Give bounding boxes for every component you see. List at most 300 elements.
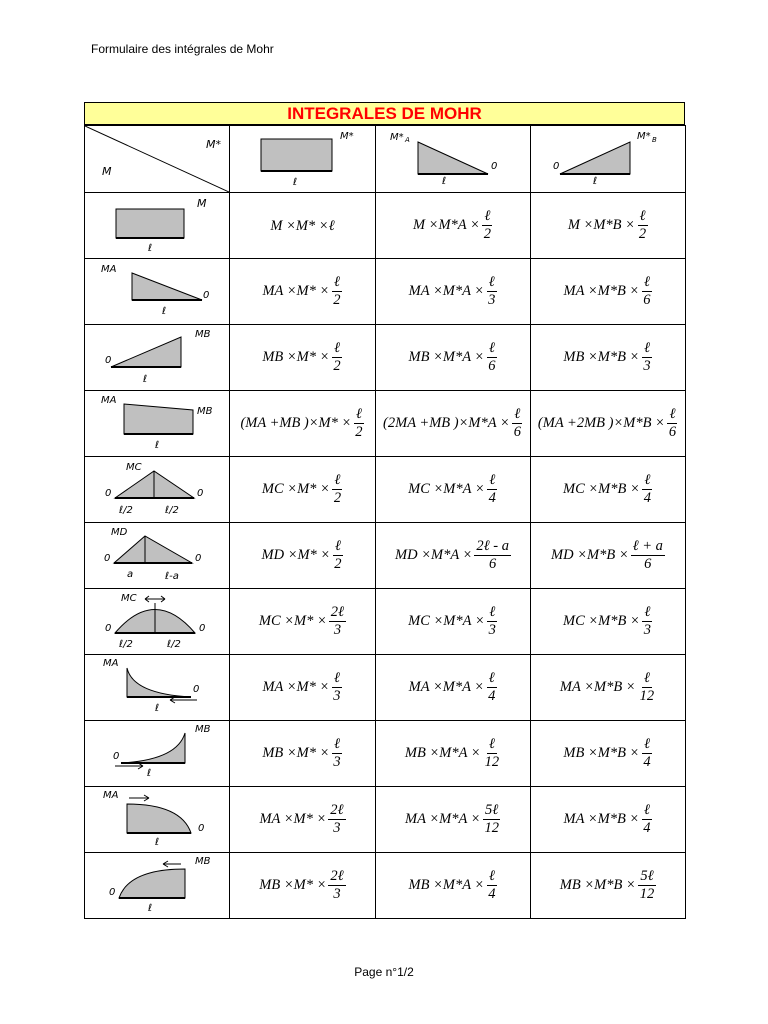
triangle-shape — [132, 273, 202, 300]
formula-cell — [230, 787, 376, 853]
table-row — [85, 721, 686, 787]
formula-text: MB ×M*A × — [408, 349, 485, 365]
fraction — [642, 605, 653, 638]
fraction-denominator: 3 — [643, 358, 651, 374]
table-row — [85, 193, 686, 259]
formula-cell — [230, 523, 376, 589]
fraction-denominator: 12 — [484, 820, 499, 836]
formula-text: MA ×M*A × — [405, 811, 481, 827]
formula — [383, 407, 523, 440]
fraction-numerator: 5ℓ — [483, 803, 500, 820]
formula-cell — [531, 325, 686, 391]
label-zero-right: 0 — [199, 623, 206, 634]
col-head-diagram-1 — [230, 128, 375, 190]
formula-cell — [531, 721, 686, 787]
formula — [270, 218, 334, 235]
label-mstar: M* — [340, 131, 354, 142]
fraction-numerator: ℓ — [354, 407, 364, 424]
fraction-denominator: 2 — [334, 556, 342, 572]
formula-text: M ×M*A × — [412, 217, 480, 233]
formula-text: MD ×M* × — [261, 547, 331, 563]
formula — [560, 869, 656, 902]
label-length: ℓ — [155, 440, 160, 451]
fraction-denominator: 6 — [644, 556, 652, 572]
fraction — [331, 341, 342, 374]
formula-text: MD ×M*A × — [395, 547, 473, 563]
diagram-parabola-convex-right — [85, 854, 229, 917]
fraction-denominator: 3 — [333, 820, 341, 836]
fraction-numerator: ℓ — [487, 275, 497, 292]
row-diagram-cell — [85, 787, 230, 853]
table-row — [85, 589, 686, 655]
rectangle-shape — [116, 209, 184, 238]
col-head-2 — [376, 126, 531, 193]
formula-text: MA ×M*B × — [563, 283, 640, 299]
fraction-denominator: 3 — [643, 622, 651, 638]
fraction-numerator: ℓ — [482, 209, 492, 226]
table-row — [85, 391, 686, 457]
formula — [262, 737, 342, 770]
fraction — [329, 605, 346, 638]
corner-label-m: M — [102, 165, 112, 178]
label-zero: 0 — [203, 290, 210, 301]
label-mc: MC — [121, 593, 137, 604]
parabola-shape — [127, 804, 191, 833]
formula — [405, 737, 501, 770]
corner-diagonal — [85, 126, 229, 192]
fraction — [641, 275, 652, 308]
fraction-numerator: ℓ — [487, 473, 497, 490]
fraction-numerator: ℓ — [642, 341, 652, 358]
fraction-numerator: ℓ — [638, 209, 648, 226]
row-diagram-cell — [85, 523, 230, 589]
formula-cell — [531, 853, 686, 919]
formula-cell — [376, 853, 531, 919]
col-head-diagram-2 — [376, 128, 530, 190]
formula-text: MB ×M* × — [262, 745, 330, 761]
fraction — [483, 737, 502, 770]
parabola-shape — [121, 733, 185, 763]
label-zero: 0 — [109, 887, 116, 898]
formula-cell — [531, 193, 686, 259]
row-diagram-cell — [85, 193, 230, 259]
label-length: ℓ — [147, 768, 152, 779]
label-zero-right: 0 — [197, 488, 204, 499]
table-row — [85, 655, 686, 721]
diagram-parabola-convex-left — [85, 788, 229, 851]
formula — [262, 539, 344, 572]
table-row — [85, 787, 686, 853]
fraction — [641, 341, 652, 374]
formula-cell — [531, 259, 686, 325]
label-zero-left: 0 — [104, 553, 111, 564]
label-length: ℓ — [155, 837, 160, 848]
fraction — [331, 671, 342, 704]
label-half-left: ℓ/2 — [119, 505, 133, 516]
fraction-numerator: ℓ — [332, 473, 342, 490]
fraction-denominator: 6 — [488, 358, 496, 374]
formula-text: MC ×M*A × — [408, 481, 485, 497]
formula-text: MC ×M*A × — [408, 613, 485, 629]
formula — [405, 803, 501, 836]
formula-cell — [230, 259, 376, 325]
label-zero: 0 — [553, 161, 560, 172]
formula-text: MB ×M* × — [259, 877, 327, 893]
fraction-denominator: 2 — [638, 226, 647, 242]
label-zero-left: 0 — [105, 488, 112, 499]
formula-cell — [376, 721, 531, 787]
rectangle-shape — [261, 139, 332, 171]
fraction-denominator: 2 — [333, 490, 342, 506]
label-half-right: ℓ/2 — [167, 639, 181, 650]
label-zero: 0 — [193, 684, 200, 695]
parabola-shape — [127, 668, 191, 697]
corner-label-mstar: M* — [206, 138, 221, 151]
table-row — [85, 523, 686, 589]
fraction — [512, 407, 523, 440]
fraction-numerator: ℓ + a — [631, 539, 665, 556]
fraction-denominator: 6 — [489, 556, 497, 572]
fraction — [486, 341, 497, 374]
fraction — [487, 473, 498, 506]
formula-cell — [376, 457, 531, 523]
formula — [262, 341, 342, 374]
label-length: ℓ — [162, 306, 167, 317]
fraction — [331, 737, 342, 770]
formula-cell — [376, 259, 531, 325]
label-length: ℓ — [148, 243, 153, 254]
formula-cell — [531, 523, 686, 589]
formula-text: (MA +2MB )×M*B × — [537, 415, 665, 431]
row-diagram-cell — [85, 325, 230, 391]
label-length: ℓ — [143, 374, 148, 385]
label-mb: MB — [197, 406, 213, 417]
formula-cell — [376, 193, 531, 259]
fraction — [482, 209, 493, 242]
label-mb: MB — [195, 724, 211, 735]
formula-text: MA ×M*B × — [559, 679, 636, 695]
formula-cell — [230, 853, 376, 919]
row-diagram-cell — [85, 259, 230, 325]
formula — [409, 341, 498, 374]
formula-cell — [531, 391, 686, 457]
fraction-numerator: ℓ — [487, 341, 497, 358]
formula-cell — [376, 391, 531, 457]
fraction — [638, 671, 657, 704]
fraction-numerator: ℓ — [333, 539, 343, 556]
row-diagram-cell — [85, 721, 230, 787]
formula-cell — [376, 655, 531, 721]
fraction-numerator: ℓ — [642, 803, 652, 820]
label-length: ℓ — [155, 703, 160, 714]
formula-text: MA ×M*B × — [563, 811, 640, 827]
label-a: a — [127, 569, 134, 580]
label-l-minus-a: ℓ-a — [165, 571, 179, 582]
label-md: MD — [111, 527, 128, 538]
label-zero: 0 — [491, 161, 498, 172]
fraction-numerator: ℓ — [487, 671, 497, 688]
label-zero-left: 0 — [105, 623, 112, 634]
formula-cell — [531, 787, 686, 853]
formula-text: MA ×M*A × — [408, 679, 485, 695]
formula — [408, 473, 498, 506]
formula-cell — [376, 787, 531, 853]
row-diagram-cell — [85, 589, 230, 655]
table-title: INTEGRALES DE MOHR — [84, 102, 685, 125]
fraction-denominator: 2 — [355, 424, 363, 440]
fraction-numerator: ℓ — [512, 407, 522, 424]
fraction-denominator: 12 — [639, 886, 655, 902]
fraction-denominator: 2 — [333, 292, 341, 308]
formula-cell — [531, 457, 686, 523]
fraction — [486, 671, 497, 704]
page-header: Formulaire des intégrales de Mohr — [91, 42, 274, 56]
fraction — [331, 275, 342, 308]
formula — [563, 473, 653, 506]
fraction-denominator: 6 — [643, 292, 651, 308]
col-head-1 — [230, 126, 376, 193]
label-length: ℓ — [442, 176, 447, 187]
fraction — [328, 803, 345, 836]
formula — [409, 869, 498, 902]
formula — [262, 275, 342, 308]
fraction-numerator: ℓ — [332, 341, 342, 358]
formula-text: MC ×M*B × — [562, 613, 640, 629]
formula-cell — [230, 325, 376, 391]
label-mstar: M* — [637, 131, 651, 142]
fraction — [482, 803, 501, 836]
fraction-denominator: 3 — [333, 622, 342, 638]
formula-cell — [531, 589, 686, 655]
label-half-right: ℓ/2 — [165, 505, 179, 516]
label-sub-a: A — [405, 136, 410, 144]
label-ma: MA — [103, 790, 119, 801]
fraction-denominator: 6 — [668, 424, 677, 440]
double-arrow — [145, 596, 165, 602]
fraction-denominator: 4 — [643, 490, 651, 506]
col-head-diagram-3 — [531, 128, 685, 190]
corner-cell — [85, 126, 230, 193]
formula-cell — [230, 589, 376, 655]
label-length: ℓ — [293, 177, 298, 188]
formula-text: MD ×M*B × — [551, 547, 629, 563]
formula — [563, 737, 652, 770]
fraction-numerator: ℓ — [642, 671, 652, 688]
formula — [538, 407, 678, 440]
label-half-left: ℓ/2 — [119, 639, 133, 650]
label-length: ℓ — [148, 903, 153, 914]
fraction-numerator: ℓ — [642, 605, 652, 622]
formula-text: MA ×M* × — [262, 283, 330, 299]
fraction-denominator: 4 — [488, 886, 496, 902]
fraction — [486, 275, 497, 308]
formula — [409, 275, 498, 308]
fraction-denominator: 3 — [488, 622, 496, 638]
formula-cell — [230, 391, 376, 457]
diagram-triangle-right — [85, 326, 229, 389]
formula-cell — [376, 523, 531, 589]
diagram-triangle-left — [85, 260, 229, 323]
fraction-numerator: 2ℓ — [328, 869, 345, 886]
formula — [563, 605, 653, 638]
label-sub-b: B — [652, 136, 657, 144]
diagram-parabola-center — [85, 590, 229, 653]
fraction-denominator: 3 — [488, 292, 496, 308]
formula-text: (MA +MB )×M* × — [240, 415, 352, 431]
label-zero: 0 — [105, 355, 112, 366]
formula-cell — [230, 721, 376, 787]
diagram-parabola-concave-right — [85, 722, 229, 785]
formula — [551, 539, 665, 572]
label-ma: MA — [101, 264, 117, 275]
fraction-numerator: 2ℓ — [329, 605, 346, 622]
fraction-numerator: ℓ — [487, 869, 497, 886]
formula-text: MB ×M*B × — [563, 349, 640, 365]
label-ma: MA — [101, 395, 117, 406]
formula-cell — [230, 457, 376, 523]
fraction-denominator: 2 — [483, 226, 492, 242]
formula-cell — [531, 655, 686, 721]
fraction — [487, 605, 498, 638]
label-mc: MC — [126, 462, 142, 473]
formula — [240, 407, 364, 440]
fraction — [332, 473, 343, 506]
fraction — [474, 539, 511, 572]
formula-text: MB ×M*A × — [404, 745, 481, 761]
formula-text: M ×M*B × — [567, 217, 635, 233]
label-m: M — [197, 197, 207, 210]
triangle-shape — [560, 142, 630, 174]
fraction-numerator: ℓ — [642, 737, 652, 754]
formula-text: MA ×M* × — [259, 811, 327, 827]
formula — [568, 209, 648, 242]
fraction-denominator: 4 — [643, 820, 651, 836]
row-diagram-cell — [85, 853, 230, 919]
fraction-denominator: 12 — [639, 688, 655, 704]
diagram-rectangle — [85, 194, 229, 257]
formula-text: MB ×M*B × — [559, 877, 636, 893]
fraction — [641, 737, 652, 770]
fraction — [332, 539, 343, 572]
label-zero-right: 0 — [195, 553, 202, 564]
formula-text: MA ×M*A × — [408, 283, 485, 299]
row-diagram-cell — [85, 391, 230, 457]
fraction-denominator: 4 — [488, 688, 496, 704]
label-zero: 0 — [113, 751, 120, 762]
formula-text: MC ×M* × — [258, 613, 327, 629]
formula-cell — [376, 589, 531, 655]
mohr-table — [84, 125, 686, 919]
formula — [262, 473, 343, 506]
fraction-numerator: 5ℓ — [638, 869, 655, 886]
diagram-triangle-center — [85, 458, 229, 521]
fraction-denominator: 4 — [488, 490, 496, 506]
corner-diagonal-line — [85, 126, 229, 192]
row-diagram-cell — [85, 655, 230, 721]
formula — [560, 671, 656, 704]
label-zero: 0 — [198, 823, 205, 834]
fraction-numerator: ℓ — [332, 737, 342, 754]
label-ma: MA — [103, 658, 119, 669]
fraction-numerator: ℓ — [487, 737, 497, 754]
fraction-numerator: ℓ — [642, 275, 652, 292]
fraction — [353, 407, 364, 440]
formula — [564, 803, 653, 836]
fraction — [667, 407, 678, 440]
row-diagram-cell — [85, 457, 230, 523]
formula — [262, 671, 342, 704]
fraction-denominator: 4 — [643, 754, 651, 770]
fraction — [638, 869, 657, 902]
formula — [259, 605, 346, 638]
fraction — [486, 869, 497, 902]
fraction-denominator: 2 — [333, 358, 341, 374]
fraction-numerator: 2ℓ — [328, 803, 345, 820]
label-mb: MB — [195, 856, 211, 867]
col-head-3 — [531, 126, 686, 193]
fraction-denominator: 3 — [333, 754, 341, 770]
formula — [395, 539, 511, 572]
label-length: ℓ — [593, 176, 598, 187]
page-footer: Page n°1/2 — [354, 965, 414, 979]
trapezoid-shape — [124, 404, 193, 434]
triangle-shape — [418, 142, 488, 174]
formula-cell — [230, 193, 376, 259]
fraction-numerator: ℓ — [332, 275, 342, 292]
table-row — [85, 259, 686, 325]
formula-cell — [376, 325, 531, 391]
fraction-numerator: ℓ — [332, 671, 342, 688]
formula-text: MC ×M* × — [261, 481, 330, 497]
fraction — [637, 209, 648, 242]
fraction-numerator: ℓ — [642, 473, 652, 490]
formula-text: (2MA +MB )×M*A × — [383, 415, 510, 431]
formula-text: MC ×M*B × — [562, 481, 640, 497]
parabola-shape — [119, 869, 185, 898]
fraction-denominator: 6 — [513, 424, 521, 440]
diagram-triangle-offset — [85, 524, 229, 587]
fraction-numerator: ℓ — [667, 407, 677, 424]
formula-text: MB ×M*A × — [408, 877, 485, 893]
fraction-denominator: 3 — [333, 886, 341, 902]
formula-text: MB ×M* × — [262, 349, 330, 365]
fraction — [642, 473, 653, 506]
formula-text: MB ×M*B × — [563, 745, 640, 761]
fraction-denominator: 12 — [484, 754, 500, 770]
fraction-numerator: 2ℓ - a — [474, 539, 511, 556]
triangle-shape — [111, 337, 181, 367]
formula — [408, 605, 498, 638]
fraction-numerator: ℓ — [487, 605, 497, 622]
diagram-trapezoid — [85, 392, 229, 455]
formula-text: M ×M* ×ℓ — [270, 217, 335, 234]
formula-cell — [230, 655, 376, 721]
table-row — [85, 325, 686, 391]
fraction — [641, 803, 652, 836]
fraction — [328, 869, 345, 902]
formula — [413, 209, 493, 242]
label-mb: MB — [195, 329, 211, 340]
formula — [259, 869, 345, 902]
formula — [563, 341, 652, 374]
triangle-shape — [114, 536, 192, 563]
formula — [259, 803, 345, 836]
formula — [409, 671, 498, 704]
diagram-parabola-concave-left — [85, 656, 229, 719]
table-row — [85, 853, 686, 919]
table-row — [85, 457, 686, 523]
formula-text: MA ×M* × — [262, 679, 330, 695]
